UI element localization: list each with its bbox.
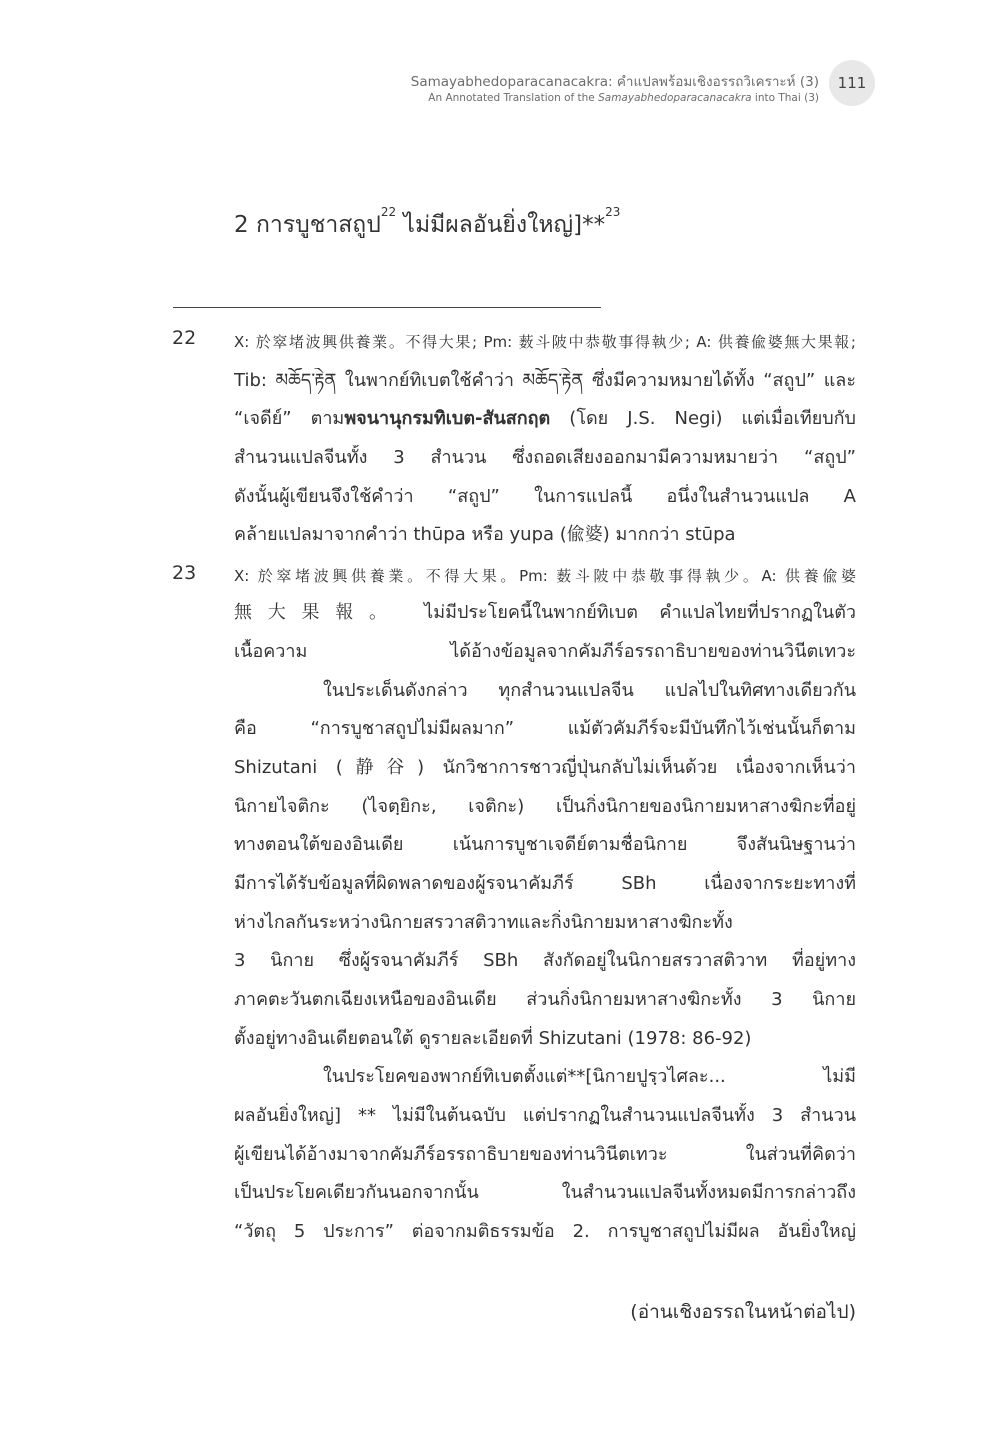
subtitle-pre: An Annotated Translation of the — [428, 92, 599, 104]
subtitle-post: into Thai (3) — [751, 92, 819, 104]
footnote-23-line-8: ทางตอนใต้ของอินเดีย เน้นการบูชาเจดีย์ตามชื่อนิกาย จึงสันนิษฐานว่า — [234, 834, 856, 855]
footnote-22-line-5: ดังนั้นผู้เขียนจึงใช้คำว่า “สถูป” ในการแปลนี้ อนึ่งในสำนวนแปล A — [234, 486, 856, 507]
running-header-title: Samayabhedoparacanacakra: คำแปลพร้อมเชิงอรรถวิเคราะห์ (3) — [410, 74, 819, 90]
footnote-23-line-3: เนื้อความ ได้อ้างข้อมูลจากคัมภีร์อรรถาธิบายของท่านวินีตเทวะ — [234, 641, 856, 662]
footnote-22-line-6: คล้ายแปลมาจากคำว่า thūpa หรือ yupa (偸婆) มากกว่า stūpa — [234, 524, 736, 545]
footnote-23-line-17: เป็นประโยคเดียวกันนอกจากนั้น ในสำนวนแปลจีนทั้งหมดมีการกล่าวถึง — [234, 1182, 856, 1203]
footnote-23-line-15: ผลอันยิ่งใหญ่] ** ไม่มีในต้นฉบับ แต่ปรากฏในสำนวนแปลจีนทั้ง 3 สำนวน — [234, 1105, 856, 1126]
footnote-ref-22[interactable]: 22 — [380, 205, 397, 219]
footnote-23-line-14: ในประโยคของพากย์ทิเบตตั้งแต่**[นิกายปูรฺวไศละ... ไม่มี — [323, 1066, 856, 1087]
footnote-23-line-1: X: 於窣堵波興供養業。不得大果。Pm: 薮斗陂中恭敬事得執少。A: 供養偸婆 — [234, 567, 856, 585]
footnote-ref-23[interactable]: 23 — [605, 205, 621, 219]
footnote-23-line-13: ตั้งอยู่ทางอินเดียตอนใต้ ดูรายละเอียดที่ Shizutani (1978: 86-92) — [234, 1028, 752, 1049]
footnote-23-line-2: 無大果報。 ไม่มีประโยคนี้ในพากย์ทิเบต คำแปลไทยที่ปรากฏในตัว — [234, 602, 856, 623]
footnote-23-line-18: “วัตถุ 5 ประการ” ต่อจากมติธรรมข้อ 2. การบูชาสถูปไม่มีผล อันยิ่งใหญ่ — [234, 1221, 856, 1242]
subtitle-italic: Samayabhedoparacanacakra — [598, 92, 752, 104]
footnote-22-line-4: สำนวนแปลจีนทั้ง 3 สำนวน ซึ่งถอดเสียงออกมามีความหมายว่า “สถูป” — [234, 447, 856, 468]
footnote-23-line-6: Shizutani (静谷) นักวิชาการชาวญี่ปุ่นกลับไม่เห็นด้วย เนื่องจากเห็นว่า — [234, 757, 856, 778]
footnote-23-line-5: คือ “การบูชาสถูปไม่มีผลมาก” แม้ตัวคัมภีร์จะมีบันทึกไว้เช่นนั้นก็ตาม — [234, 718, 856, 739]
dictionary-title: พจนานุกรมทิเบต-สันสกฤต — [344, 408, 551, 429]
footnote-22-line-1: X: 於窣堵波興供養業。不得大果; Pm: 薮斗陂中恭敬事得執少; A: 供養偸婆無大果報; — [234, 333, 856, 351]
page-number: 111 — [829, 60, 875, 106]
footnote-23-line-16: ผู้เขียนได้อ้างมาจากคัมภีร์อรรถาธิบายของท่านวินีตเทวะ ในส่วนที่คิดว่า — [234, 1144, 856, 1165]
heading-text-2: ไม่มีผลอันยิ่งใหญ่]** — [396, 212, 606, 238]
footnote-number-23: 23 — [172, 562, 197, 584]
continue-note: (อ่านเชิงอรรถในหน้าต่อไป) — [630, 1301, 856, 1323]
fn22-l3-b: (โดย J.S. Negi) แต่เมื่อเทียบกับ — [550, 408, 856, 429]
running-header-subtitle — [428, 92, 819, 104]
footnote-23-line-7: นิกายไจติกะ (ไจตฺยิกะ, เจติกะ) เป็นกิ่งนิกายของนิกายมหาสางฆิกะที่อยู่ — [234, 796, 856, 817]
fn22-l3-a: “เจดีย์” ตาม — [234, 408, 345, 429]
footnote-23-line-4: ในประเด็นดังกล่าว ทุกสำนวนแปลจีน แปลไปในทิศทางเดียวกัน — [323, 680, 856, 701]
footnote-23-line-12: ภาคตะวันตกเฉียงเหนือของอินเดีย ส่วนกิ่งนิกายมหาสางฆิกะทั้ง 3 นิกาย — [234, 989, 856, 1010]
heading-text: 2 การบูชาสถูป — [234, 212, 381, 238]
footnote-number-22: 22 — [172, 327, 197, 349]
footnote-23-line-11: 3 นิกาย ซึ่งผู้รจนาคัมภีร์ SBh สังกัดอยู่ในนิกายสรวาสติวาท ที่อยู่ทาง — [234, 950, 856, 971]
footnote-23-line-10: ห่างไกลกันระหว่างนิกายสรวาสติวาทและกิ่งนิกายมหาสางฆิกะทั้ง — [234, 912, 733, 933]
section-heading — [234, 207, 620, 243]
footnote-23-line-9: มีการได้รับข้อมูลที่ผิดพลาดของผู้รจนาคัมภีร์ SBh เนื่องจากระยะทางที่ — [234, 873, 856, 894]
footnote-22-line-2: Tib: མཆོད་རྟེན ในพากย์ทิเบตใช้คำว่า མཆོད་རྟེན ซึ่งมีความหมายได้ทั้ง “สถูป” และ — [234, 370, 856, 391]
footnote-22-line-3 — [234, 406, 856, 432]
footnote-divider — [173, 307, 601, 308]
